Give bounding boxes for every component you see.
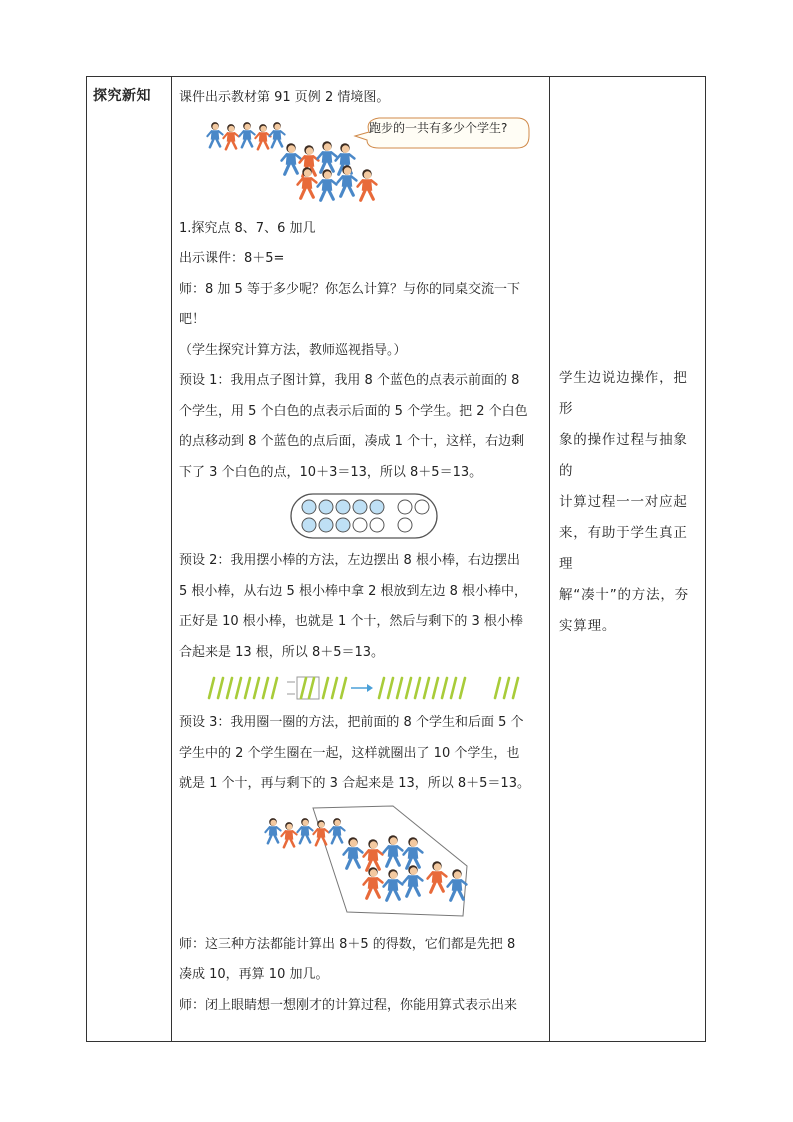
- stick: [424, 678, 429, 698]
- white-dot: [370, 518, 384, 532]
- student-note: （学生探究计算方法，教师巡视指导。）: [179, 342, 407, 358]
- blue-dot: [302, 500, 316, 514]
- preset-3-line: 预设 3：我用圈一圈的方法，把前面的 8 个学生和后面 5 个: [179, 715, 524, 730]
- runner-figure: [358, 169, 377, 200]
- circled-runners-image: [179, 802, 551, 922]
- blue-dot: [353, 500, 367, 514]
- stick: [433, 678, 438, 698]
- preset-1-line: 下了 3 个白色的点，10＋3＝13，所以 8＋5＝13。: [179, 464, 483, 480]
- note-line: 实算理。: [559, 618, 617, 634]
- stick: [323, 678, 328, 698]
- runner-group: [207, 122, 376, 200]
- preset-1-line: 的点移动到 8 个蓝色的点后面，凑成 1 个十，这样，右边剩: [179, 434, 525, 449]
- stick: [272, 678, 277, 698]
- stick: [236, 678, 241, 698]
- stick: [379, 678, 384, 698]
- stick: [406, 678, 411, 698]
- stick: [245, 678, 250, 698]
- preset-1-line: 预设 1：我用点子图计算，我用 8 个蓝色的点表示前面的 8: [179, 373, 520, 388]
- teacher-summary-line: 师：这三种方法都能计算出 8＋5 的得数，它们都是先把 8: [179, 936, 516, 952]
- runner-figure: [239, 122, 254, 147]
- preset-2-line: 5 根小棒，从右边 5 根小棒中拿 2 根放到左边 8 根小棒中，: [179, 583, 528, 599]
- note-line: 学生边说边操作，把形: [559, 370, 688, 417]
- stick: [218, 678, 223, 698]
- stick: [513, 678, 518, 698]
- dot-diagram: [179, 490, 551, 542]
- runner-figure: [269, 122, 284, 147]
- white-dot: [398, 500, 412, 514]
- note-line: 象的操作过程与抽象的: [559, 432, 688, 479]
- section-label: 探究新知: [93, 88, 151, 104]
- runner-figure: [265, 818, 280, 843]
- teacher-question: 师：8 加 5 等于多少呢？你怎么计算？与你的同桌交流一下: [179, 281, 520, 297]
- stick: [209, 678, 214, 698]
- column-divider: [171, 77, 172, 1041]
- speech-bubble-text: 跑步的一共有多少个学生?: [369, 120, 508, 135]
- note-line: 计算过程一一对应起: [559, 494, 688, 510]
- runner-figure: [318, 169, 337, 200]
- stick: [460, 678, 465, 698]
- stick: [341, 678, 346, 698]
- preset-2-line: 合起来是 13 根，所以 8＋5＝13。: [179, 644, 385, 660]
- lesson-table: [86, 76, 706, 1042]
- stick: [504, 678, 509, 698]
- stick: [451, 678, 456, 698]
- stick: [254, 678, 259, 698]
- stick: [388, 678, 393, 698]
- runners-scene-image: [179, 114, 551, 214]
- preset-2-line: 预设 2：我用摆小棒的方法，左边摆出 8 根小棒，右边摆出: [179, 553, 520, 568]
- stick: [415, 678, 420, 698]
- notes-column: [559, 363, 701, 642]
- point-title: 1.探究点 8、7、6 加几: [179, 220, 316, 236]
- runner-figure: [207, 122, 222, 147]
- preset-1-line: 个学生，用 5 个白色的点表示后面的 5 个学生。把 2 个白色: [179, 403, 528, 419]
- blue-dot: [370, 500, 384, 514]
- stick: [442, 678, 447, 698]
- teacher-summary-line: 凑成 10，再算 10 加几。: [179, 967, 329, 982]
- runner-figure: [255, 124, 270, 149]
- intro-line: 课件出示教材第 91 页例 2 情境图。: [179, 90, 390, 105]
- stick: [227, 678, 232, 698]
- blue-dot: [319, 518, 333, 532]
- runner-figure: [297, 818, 312, 843]
- white-dot: [415, 500, 429, 514]
- stick: [397, 678, 402, 698]
- runner-figure: [318, 141, 337, 172]
- note-line: 解“凑十”的方法，夯: [559, 587, 689, 603]
- runner-figure: [223, 124, 238, 149]
- note-line: 来，有助于学生真正理: [559, 525, 688, 572]
- teacher-last-line: 师：闭上眼睛想一想刚才的计算过程，你能用算式表示出来: [179, 997, 518, 1013]
- blue-dot: [302, 518, 316, 532]
- stick: [301, 678, 306, 698]
- stick: [495, 678, 500, 698]
- preset-3-line: 学生中的 2 个学生圈在一起，这样就圈出了 10 个学生，也: [179, 745, 520, 761]
- runner-figure: [281, 822, 296, 847]
- white-dot: [353, 518, 367, 532]
- courseware-line: 出示课件：8＋5=: [179, 251, 285, 266]
- stick: [309, 678, 314, 698]
- preset-3-line: 就是 1 个十，再与剩下的 3 合起来是 13，所以 8＋5＝13。: [179, 776, 530, 791]
- content-column: [179, 83, 551, 1021]
- runner-figure: [282, 143, 301, 174]
- white-dot: [398, 518, 412, 532]
- blue-dot: [336, 500, 350, 514]
- preset-2-line: 正好是 10 根小棒，也就是 1 个十，然后与剩下的 3 根小棒: [179, 614, 523, 629]
- teacher-question-end: 吧！: [179, 312, 206, 327]
- blue-dot: [336, 518, 350, 532]
- sticks-diagram: [179, 668, 551, 708]
- blue-dot: [319, 500, 333, 514]
- stick: [263, 678, 268, 698]
- stick: [332, 678, 337, 698]
